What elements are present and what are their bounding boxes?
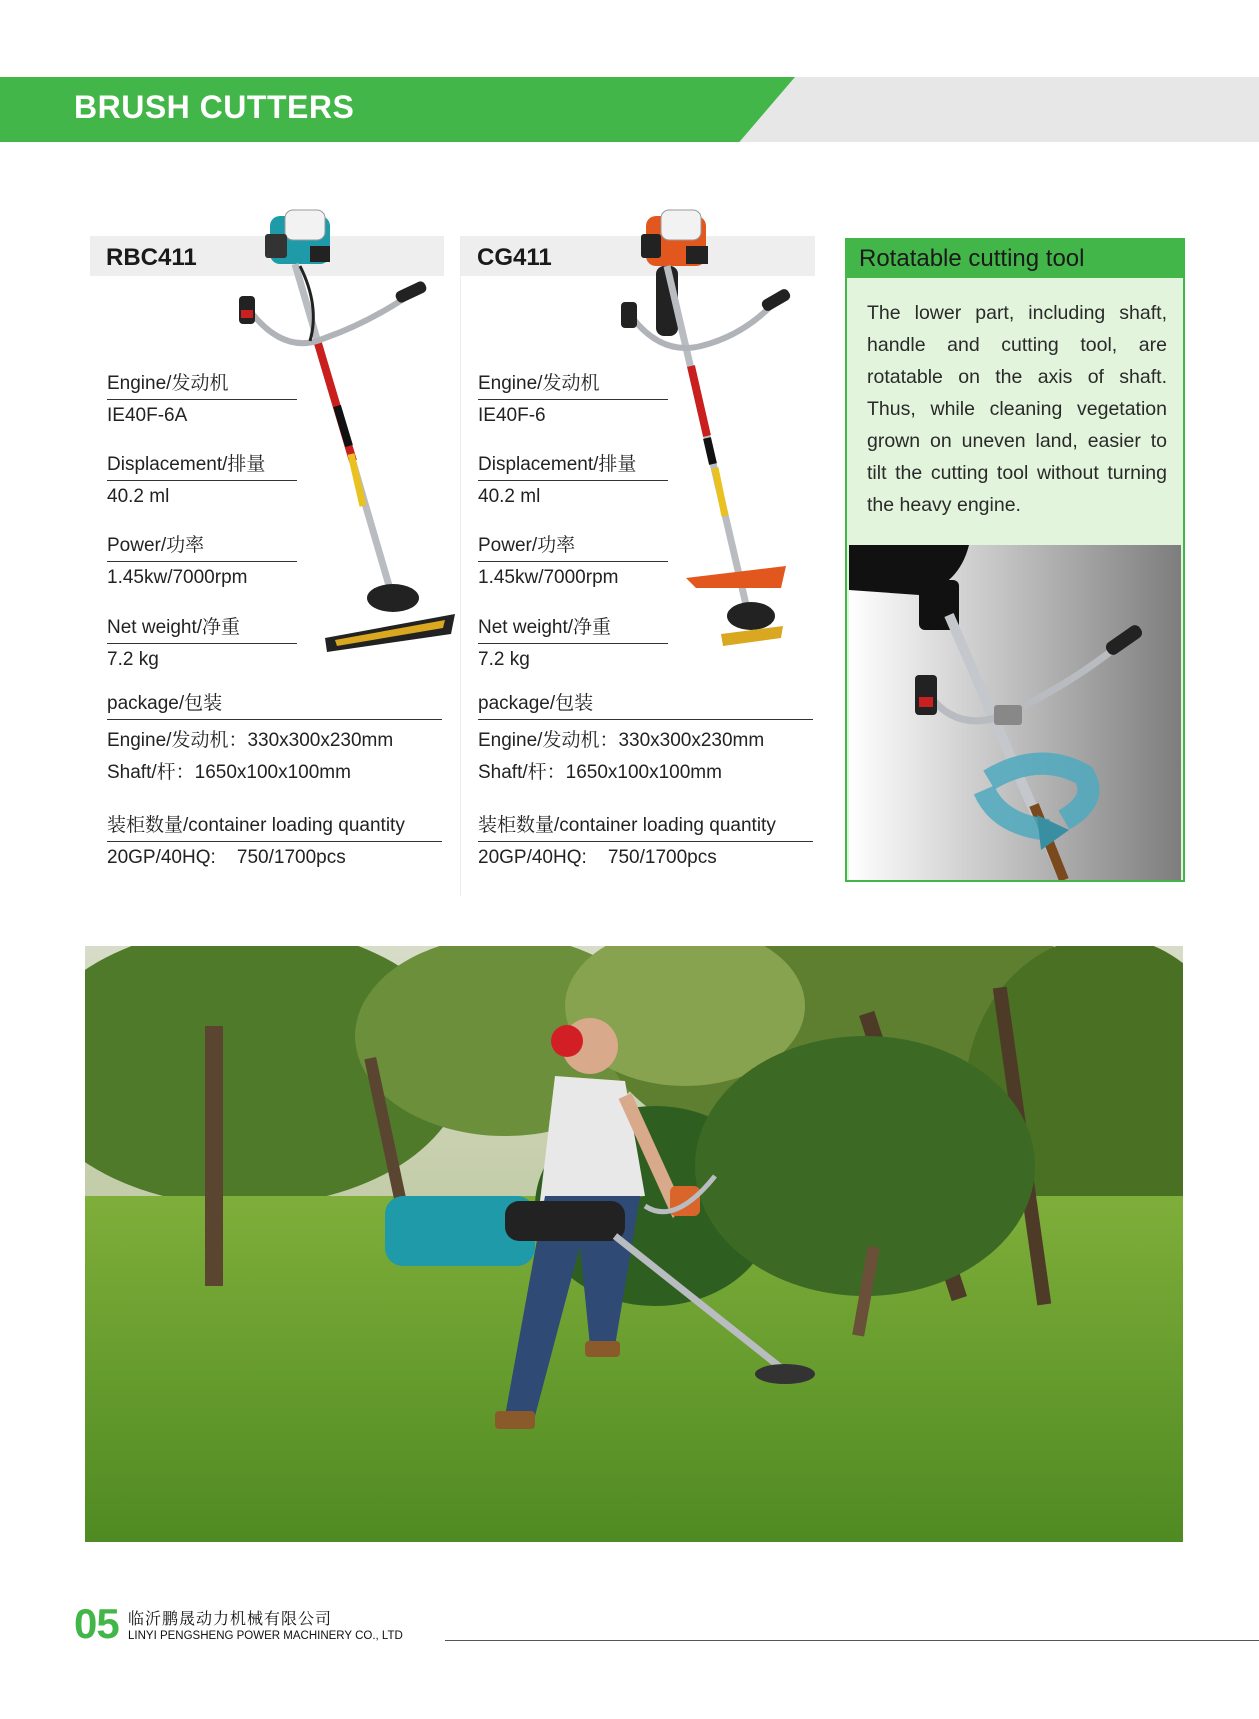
spec-label: package/包装: [478, 688, 813, 720]
brush-cutter-rbc411-image: [225, 206, 455, 666]
spec-value: Shaft/杆：1650x100x100mm: [107, 762, 351, 783]
spec-label: Power/功率: [478, 530, 668, 562]
spec-value: Engine/发动机：330x300x230mm: [478, 730, 765, 751]
spec-value: 20GP/40HQ: 750/1700pcs: [107, 847, 346, 868]
product-model: CG411: [477, 244, 552, 271]
spec-value: 20GP/40HQ: 750/1700pcs: [478, 847, 717, 868]
product-model: RBC411: [106, 244, 197, 271]
spec-label: Net weight/净重: [478, 612, 668, 644]
spec-value: 7.2 kg: [107, 649, 159, 670]
spec-value: 1.45kw/7000rpm: [107, 567, 248, 588]
spec-label: Displacement/排量: [478, 449, 668, 481]
spec-package: [478, 688, 813, 784]
spec-value: IE40F-6A: [107, 405, 188, 426]
spec-value: 7.2 kg: [478, 649, 530, 670]
spec-label: Engine/发动机: [107, 368, 297, 400]
spec-value: Shaft/杆：1650x100x100mm: [478, 762, 722, 783]
feature-header: [847, 240, 1183, 278]
spec-label: Displacement/排量: [107, 449, 297, 481]
brush-cutter-cg411-image: [601, 206, 826, 666]
feature-description: The lower part, including shaft, handle and cutting tool, are rotatable on the axis of shaft. Thus, while cleaning vegetation grown on uneven land, easier to tilt the cutting tool without turning the heavy engine.: [867, 302, 1167, 516]
spec-package: [107, 688, 442, 784]
company-name-en: LINYI PENGSHENG POWER MACHINERY CO., LTD: [128, 1630, 403, 1642]
feature-title: Rotatable cutting tool: [859, 245, 1085, 272]
spec-container: [107, 810, 442, 869]
company-name-cn: 临沂鹏晟动力机械有限公司: [128, 1611, 333, 1628]
header-banner: [0, 77, 1259, 142]
spec-value: 40.2 ml: [478, 486, 541, 507]
rotation-detail-photo: [849, 545, 1181, 880]
spec-label: 装柜数量/container loading quantity: [478, 810, 813, 842]
product-cg411: [461, 236, 826, 896]
spec-label: Engine/发动机: [478, 368, 668, 400]
page-title: BRUSH CUTTERS: [74, 89, 355, 125]
footer-rule: [445, 1640, 1259, 1641]
page-number: 05: [74, 1600, 119, 1647]
spec-value: IE40F-6: [478, 405, 546, 426]
spec-value: 40.2 ml: [107, 486, 170, 507]
spec-value: 1.45kw/7000rpm: [478, 567, 619, 588]
feature-box: [845, 238, 1185, 882]
spec-label: Power/功率: [107, 530, 297, 562]
spec-value: Engine/发动机：330x300x230mm: [107, 730, 394, 751]
spec-container: [478, 810, 813, 869]
spec-label: Net weight/净重: [107, 612, 297, 644]
spec-label: package/包装: [107, 688, 442, 720]
spec-label: 装柜数量/container loading quantity: [107, 810, 442, 842]
product-rbc411: [90, 236, 455, 896]
main-usage-photo: [85, 946, 1183, 1542]
